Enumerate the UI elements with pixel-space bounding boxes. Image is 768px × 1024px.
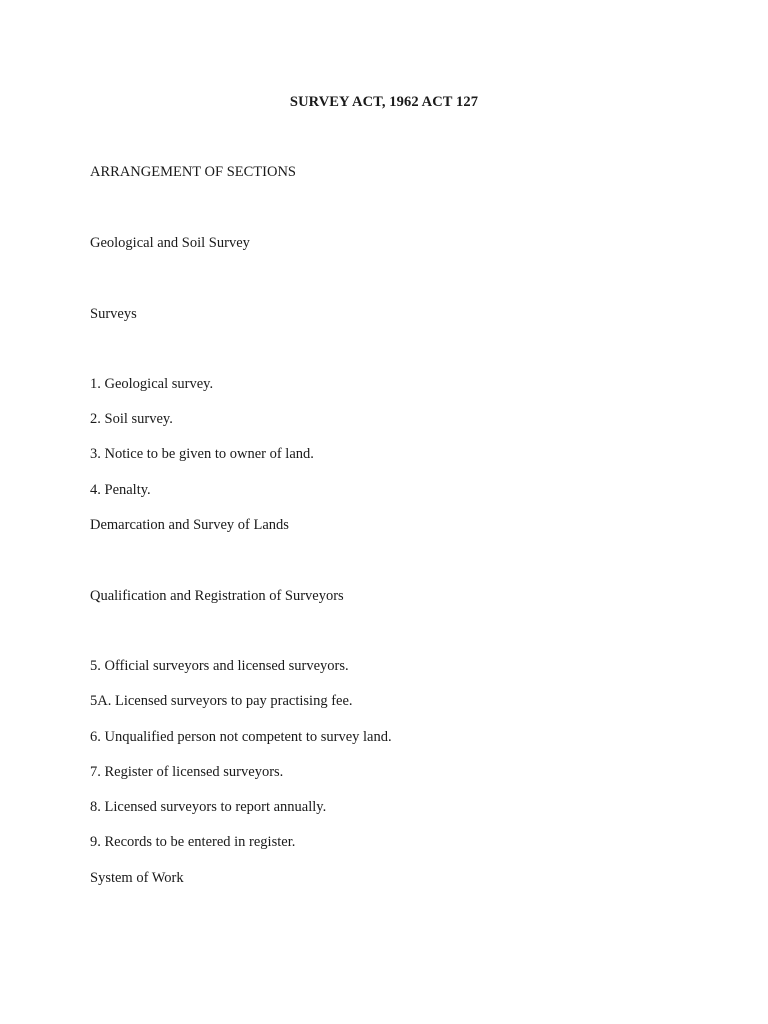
part-heading-geological: Geological and Soil Survey xyxy=(90,235,250,251)
part-heading-demarcation: Demarcation and Survey of Lands xyxy=(90,517,289,533)
section-item: 9. Records to be entered in register. xyxy=(90,834,296,850)
section-item: 5. Official surveyors and licensed surveyors. xyxy=(90,658,349,674)
arrangement-heading: ARRANGEMENT OF SECTIONS xyxy=(90,164,296,180)
document-title: SURVEY ACT, 1962 ACT 127 xyxy=(289,94,479,110)
section-item: 2. Soil survey. xyxy=(90,411,173,427)
subheading-system-of-work: System of Work xyxy=(90,870,184,886)
section-item: 1. Geological survey. xyxy=(90,376,214,392)
section-item: 5A. Licensed surveyors to pay practising fee. xyxy=(90,693,353,709)
section-item: 7. Register of licensed surveyors. xyxy=(90,764,284,780)
section-item: 6. Unqualified person not competent to survey land. xyxy=(90,729,392,745)
section-item: 4. Penalty. xyxy=(90,482,151,498)
subheading-surveys: Surveys xyxy=(90,306,137,322)
section-item: 3. Notice to be given to owner of land. xyxy=(90,446,314,462)
section-item: 8. Licensed surveyors to report annually. xyxy=(90,799,327,815)
subheading-qualification: Qualification and Registration of Surveyors xyxy=(90,588,344,604)
